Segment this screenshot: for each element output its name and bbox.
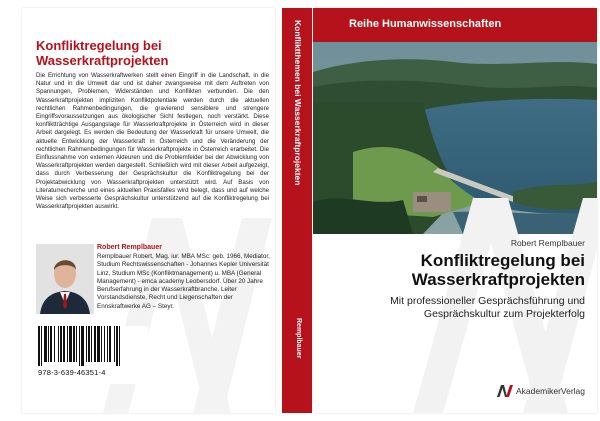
- author-name: Robert Remplbauer: [97, 244, 162, 251]
- book-spine: [282, 8, 312, 413]
- publisher-block: [497, 385, 585, 397]
- series-band: [313, 8, 597, 42]
- front-cover: [313, 8, 597, 413]
- author-bio: Remplbauer Robert, Mag. iur. MBA MSc: geb. 1966, Mediator, Studium Rechtswissenschaften - Johannes Kepler Universität Linz, Studium MSc (Konfliktmanagement) u. MBA (General Management) - emca academy Leobersdorf. Über 20 Jahre Berufserfahrung in der Wasserkraftbranche. Leiter Vorstandsdienste, Recht und Liegenschaften der Ennskraftwerke AG – Steyr.: [97, 253, 270, 310]
- spine-title: Konfliktthemen bei Wasserkraftprojekten: [293, 20, 303, 186]
- front-cover-author: Robert Remplbauer: [510, 238, 585, 248]
- publisher-logo-icon: [497, 385, 513, 397]
- front-cover-title: Konfliktregelung bei Wasserkraftprojekten: [411, 251, 585, 289]
- back-cover: [22, 8, 275, 413]
- spine-author: Remplbauer: [295, 318, 302, 359]
- isbn-number: 978-3-639-46351-4: [38, 368, 106, 377]
- back-cover-description: Die Errichtung von Wasserkraftwerken stellt einen Eingriff in die Landschaft, in die Natur und in die Umwelt dar und ist daher zwangsweise mit dem Auftreten von Spannungen, Problemen, Widerständen und Konflikten verbunden. Die den Wasserkraftprojekten impliziten Konfliktpotentiale werden durch die aktuellen rechtlichen Rahmenbedingungen, die gravierend sensiblere und strengere Eingriffsvoraussetzungen aus ökologischer Sicht festlegen, noch verstärkt. Diese konfliktträchtige Ausgangslage für Wasserkraftprojekte in Österreich wird in dieser Arbeit dargelegt. Es werden die Bedeutung der Wasserkraft für unsere Umwelt, die aktuelle Entwicklung der Wasserkraft in Österreich und die Veränderung der rechtlichen Rahmenbedingungen für Wasserkraftprojekte in Österreich erarbeitet. Die Einflussnahme von externen Akteuren und die Problemfelder bei der Abwicklung von Wasserkraftprojekten werden dargestellt. Schließlich wird mit dieser Arbeit aufgezeigt, dass durch Verbesserung der Gesprächskultur die Konfliktregelung bei der Projektabwicklung von Wasserkraftprojekten unterstützt wird. Auf Basis von Literaturrecherche und eines aktuellen Praxisfalles wird belegt, dass und auf welche Weise sich verbesserte Gesprächskultur unterstützend auf die Konfliktregelung bei Wasserkraftprojekten auswirkt.: [36, 72, 269, 211]
- front-cover-subtitle: Mit professioneller Gesprächsführung und Gesprächskultur zum Projekterfolg: [390, 295, 585, 320]
- publisher-name: AkademikerVerlag: [516, 386, 585, 396]
- author-photo: [36, 244, 94, 314]
- back-cover-title: Konfliktregelung bei Wasserkraftprojekten: [36, 38, 169, 68]
- series-label: Reihe Humanwissenschaften: [349, 18, 502, 30]
